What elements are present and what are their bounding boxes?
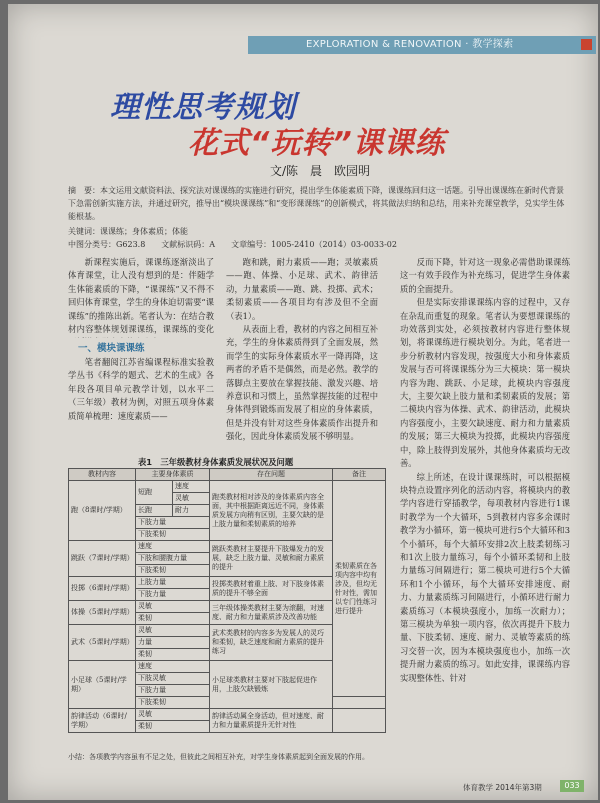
- table-cell: 柔韧素质在各项内容中均有涉及，但均无针对性，需加以专门性练习进行提升: [333, 481, 386, 697]
- table-cell: 下肢柔韧: [136, 529, 210, 541]
- paragraph: 新课程实施后，课课练逐渐淡出了体育课堂，让人没有想到的是：伴随学生体能素质的下降，“课课练”又不得不回归体育课堂，学生的身体迫切需要“课课练”的推陈出新。笔者认为：在结合教材内容整体规划课课练，课课练的变化: [68, 257, 214, 335]
- table-row: [69, 709, 386, 721]
- table-cell: 小足球（5课时/学期）: [69, 661, 136, 709]
- paragraph: 但是实际安排课课练内容的过程中，又存在杂乱而重复的现象。笔者认为要想课课练的功效落到实处，必须按教材内容进行整体规划，将课课练进行模块划分。为此，笔者进一步分析教材内容发现，按强度大小和身体素质发展与否可将课课练分为三大模块：第一模块内容为跑、跳跃、小足球，此模块内容强度大，主要欠缺上肢力量和柔韧素质的发展；第二模块内容为体操、武术、韵律活动，此模块内容强度小，主要欠缺速度、耐力和力量素质的发展；第三大模块为投掷，此模块内容强度中，除上肢得到发展外，其他身体素质均无改善。: [400, 297, 570, 469]
- table-cell: 跳跃类教材主要提升下肢爆发力的发展，缺乏上肢力量、灵敏和耐力素质的提升: [210, 541, 333, 577]
- table-cell: [333, 709, 386, 733]
- page-number: 033: [560, 780, 584, 792]
- table-cell: 耐力: [173, 505, 210, 517]
- table-header: 备注: [333, 469, 386, 481]
- table-cell: 速度: [136, 541, 210, 553]
- table-cell: 短跑: [136, 481, 173, 505]
- table-cell: 跑类教材相对涉及的身体素质内容全面，其中根据距离远近不同，身体素质发展方向稍有区别，主要欠缺的是上肢力量和柔韧素质的培养: [210, 481, 333, 541]
- table-header-row: [69, 469, 386, 481]
- paragraph: 笔者翻阅江苏省编课程标准实验教学丛书《科学的题式、艺术的生成》各年段各项目单元教学计划，以水平二（三年级）教材为例，对照五项身体素质简单梳理：速度素质——: [68, 357, 214, 421]
- table-cell: 下肢灵敏: [136, 673, 210, 685]
- table-cell: 跑（8课时/学期）: [69, 481, 136, 541]
- table-cell: 下肢柔韧: [136, 565, 210, 577]
- keywords: 关键词：课课练；身体素质；体能: [68, 227, 188, 236]
- table-cell: 武术（5课时/学期）: [69, 625, 136, 661]
- table-cell: 韵律活动（6课时/学期）: [69, 709, 136, 733]
- paragraph: 综上所述，在设计课课练时，可以根据模块特点设置序列化的活动内容，将模块内的教学内容进行穿插教学，每项教材内容进行1课时教学为一个大循环，5到教材内容多余课时教学为小循环，第一模块可进行5个大循环和3个小循环，每个大循环安排2次上肢柔韧练习和1次上肢力量练习，每个小循环柔韧和上肢力量练习间隔进行；第二模块可进行5个大循环和1个小循环，每个大循环安排速度、耐力、力量素质练习间隔进行，小循环进行耐力素质练习（本模块强度小，加练一次耐力）；第三模块为单独一项内容，依次再提升下肢力量、下肢柔韧、速度、耐力、灵敏等素质的练习交替一次，因为本模块强度也小，加练一次提升耐力素质的练习。如此安排，课课练内容实现整体性、针对: [400, 471, 570, 683]
- table-cell: [333, 697, 386, 709]
- paragraph: 从表面上看，教材的内容之间相互补充，学生的身体素质得到了全面发展，然而学生的实际身体素质水平一降再降，这两者的矛盾不是偶然，而是必然。教学的落脚点主要放在掌握技能、激发兴趣、培养意识和习惯上，虽然掌握技能的过程中身体得到锻炼而发展了相应的身体素质，但是并没有针对这些身体素质作出提升和强化，因此身体素质发展不够明显。: [226, 324, 378, 442]
- column-3: [400, 256, 570, 776]
- abstract: 摘 要：本文运用文献资料法、探究法对课课练的实施进行研究，提出学生体能素质下降，课课练回归这一话题。引导出课课练在新时代背景下急需创新实施方法，并通过研究，推导出“模块课课练”和“变形课课练”的创新模式，将其做法归纳和总结，用来补充课堂教学，兑实学生体能根基。: [68, 186, 565, 221]
- table-cell: 柔韧: [136, 649, 210, 661]
- table-cell: 三年级体操类教材主要为滚翻，对速度、耐力和力量素质涉及改善功能: [210, 601, 333, 625]
- table-cell: 速度: [173, 481, 210, 493]
- table-cell: 灵敏: [136, 625, 210, 637]
- table-cell: 下肢和腰腹力量: [136, 553, 210, 565]
- article-title-line1: 理性思考规划: [110, 90, 296, 125]
- column-1-bottom: [68, 356, 214, 452]
- table-cell: 速度: [136, 661, 210, 673]
- table-cell: 长跑: [136, 505, 173, 517]
- table-cell: 灵敏: [173, 493, 210, 505]
- author-line: 文/陈 晨 欧园明: [270, 164, 371, 178]
- section-heading: 一、模块课课练: [78, 343, 145, 354]
- table-row: [69, 481, 386, 493]
- table-cell: 灵敏: [136, 601, 210, 613]
- section-header: [248, 36, 596, 54]
- journal-name: 体育教学: [463, 783, 493, 792]
- paragraph: 跑和跳，耐力素质——跑；灵敏素质——跑、体操、小足球、武术、韵律活动，力量素质——跑、跳、投掷、武术；柔韧素质——各项目均有涉及但不全面（表1）。: [226, 257, 378, 321]
- table-cell: 柔韧: [136, 613, 210, 625]
- journal-issue: 2014年第3期: [495, 783, 542, 792]
- table-cell: 柔韧: [136, 721, 210, 733]
- article-title-line2: 花式“玩转”课课练: [188, 126, 446, 161]
- table-cell: 武术类教材的内容多为发展人的灵巧和柔韧，缺乏速度和耐力素质的提升练习: [210, 625, 333, 661]
- table-header: 存在问题: [210, 469, 333, 481]
- table-cell: 投掷类教材着重上肢、对下肢身体素质的提升不够全面: [210, 577, 333, 601]
- classification-line: 中图分类号：G623.8 文献标识码：A 文章编号：1005-2410（2014）03-0033-02: [68, 240, 397, 249]
- table-cell: 下肢力量: [136, 685, 210, 697]
- table-title: 表1 三年级教材身体素质发展状况及问题: [138, 457, 294, 467]
- section-header-label: EXPLORATION & RENOVATION · 教学探索: [306, 39, 514, 50]
- table-cell: 下肢柔韧: [136, 697, 210, 709]
- table-cell: 力量: [136, 637, 210, 649]
- table-cell: 体操（5课时/学期）: [69, 601, 136, 625]
- journal-footer: [463, 782, 542, 793]
- table-header: 教材内容: [69, 469, 136, 481]
- table-cell: 上肢力量: [136, 577, 210, 589]
- table-summary: 小结：各项教学内容虽有不足之处，但彼此之间相互补充，对学生身体素质起到全面发展的作用。: [68, 753, 369, 761]
- grid-icon: [581, 39, 592, 50]
- table-cell: 下肢力量: [136, 589, 210, 601]
- table-cell: 跳跃（7课时/学期）: [69, 541, 136, 577]
- column-1-top: [68, 256, 214, 338]
- magazine-page: [8, 4, 598, 800]
- table-cell: 投掷（6课时/学期）: [69, 577, 136, 601]
- data-table: [68, 468, 386, 733]
- column-2: [226, 256, 378, 452]
- table-cell: 下肢力量: [136, 517, 210, 529]
- table-cell: 小足球类教材主要对下肢起促进作用，上肢欠缺锻炼: [210, 661, 333, 709]
- table-header: 主要身体素质: [136, 469, 210, 481]
- paragraph: 反而下降，针对这一现象必需借助课课练这一有效手段作为补充练习，促进学生身体素质的全面提升。: [400, 257, 570, 294]
- table-cell: 灵敏: [136, 709, 210, 721]
- table-cell: 韵律活动属全身活动，但对速度、耐力和力量素质提升无针对性: [210, 709, 333, 733]
